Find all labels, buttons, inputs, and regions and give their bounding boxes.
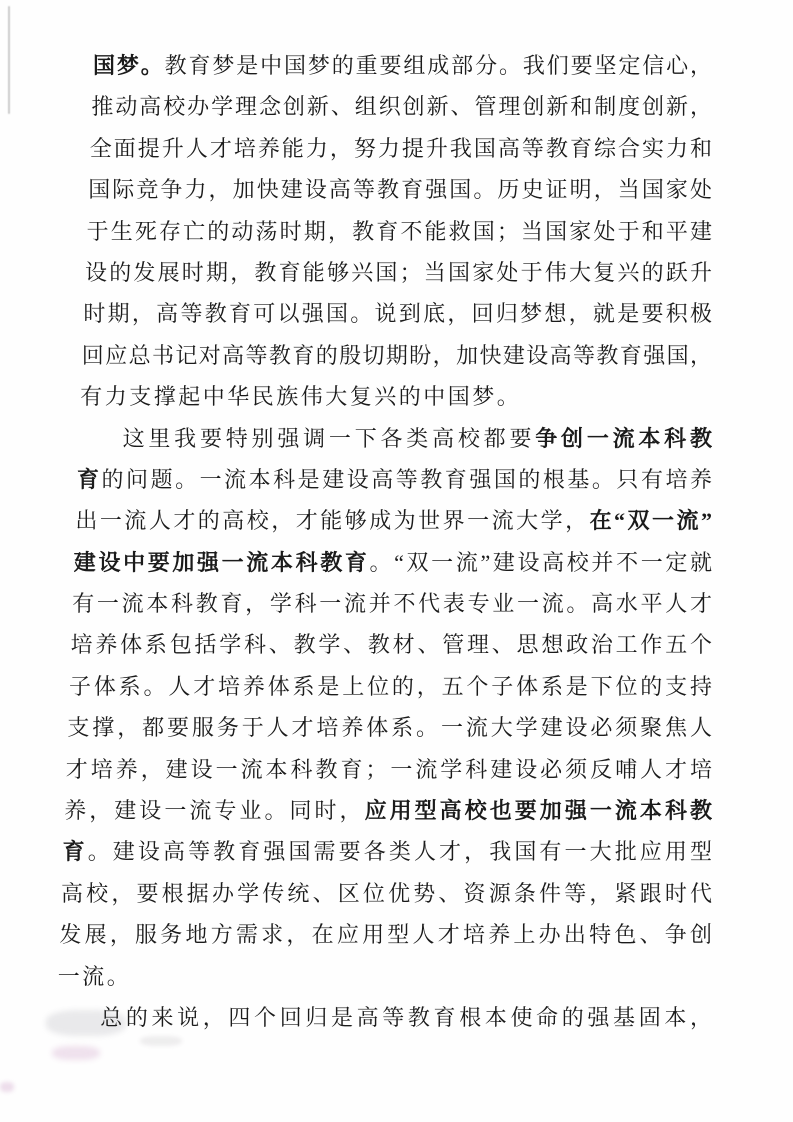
text-line	[71, 624, 712, 665]
text-run: 这里我要特别强调一下各类高校都要	[122, 425, 536, 451]
text-run: 总的来说，四个回归是高等教育根本使命的强基固本，	[100, 1004, 712, 1030]
text-run: 支撑，都要服务于人才培养体系。一流大学建设必须聚焦人	[67, 715, 712, 741]
scan-edge-line-artifact	[8, 6, 10, 114]
document-text-body	[56, 45, 712, 1038]
text-line	[67, 707, 712, 748]
text-run: 高校，要根据办学传统、区位优势、资源条件等，紧跟时代	[61, 880, 712, 906]
text-line	[93, 45, 712, 86]
text-run: 推动高校办学理念创新、组织创新、管理创新和制度创新，	[91, 94, 712, 120]
text-line	[87, 211, 712, 252]
pink-scan-smudge	[0, 1082, 14, 1092]
bold-text-run: 争创一流本科教	[535, 425, 712, 451]
text-run: 有一流本科教育，学科一流并不代表专业一流。高水平人才	[72, 591, 712, 617]
text-line	[72, 583, 712, 624]
text-run: 有力支撑起中华民族伟大复兴的中国梦。	[80, 384, 522, 410]
text-line	[83, 293, 712, 334]
text-run: 才培养，建设一流本科教育；一流学科建设必须反哺人才培	[65, 756, 712, 782]
text-run: 国际竞争力，加快建设高等教育强国。历史证明，当国家处	[88, 177, 712, 203]
text-line	[85, 252, 712, 293]
text-run: 全面提升人才培养能力，努力提升我国高等教育综合实力和	[89, 135, 712, 161]
text-line	[66, 749, 712, 790]
text-run: 。“双一流”建设高校并不一定就	[369, 549, 712, 575]
text-line	[63, 831, 712, 872]
text-run: 发展，服务地方需求，在应用型人才培养上办出特色、争创	[59, 922, 712, 948]
text-line	[64, 790, 712, 831]
text-line	[69, 666, 712, 707]
text-line	[80, 376, 712, 417]
text-run: 。建设高等教育强国需要各类人才，我国有一大批应用型	[87, 839, 712, 865]
text-run: 于生死存亡的动荡时期，教育不能救国；当国家处于和平建	[86, 218, 712, 244]
text-run: 子体系。人才培养体系是上位的，五个子体系是下位的支持	[69, 673, 712, 699]
text-run: 的问题。一流本科是建设高等教育强国的根基。只有培养	[101, 466, 712, 492]
text-line	[59, 914, 712, 955]
text-line	[77, 459, 712, 500]
text-line	[90, 128, 712, 169]
text-line	[91, 86, 712, 127]
bold-text-run: 育	[77, 466, 102, 492]
text-line	[56, 997, 712, 1038]
bold-text-run: 国梦。	[93, 53, 165, 78]
text-run: 一流。	[57, 963, 132, 989]
bold-text-run: 育	[62, 839, 88, 865]
text-line	[79, 418, 712, 459]
text-run: 时期，高等教育可以强国。说到底，回归梦想，就是要积极	[83, 301, 712, 327]
pink-scan-smudge	[52, 1046, 100, 1060]
text-line	[74, 542, 712, 583]
bold-text-run: 在“双一流”	[589, 508, 712, 534]
text-line	[88, 169, 712, 210]
bold-text-run: 应用型高校也要加强一流本科教	[364, 798, 712, 824]
text-line	[82, 335, 712, 376]
text-run: 教育梦是中国梦的重要组成部分。我们要坚定信心，	[164, 53, 712, 78]
text-run: 回应总书记对高等教育的殷切期盼，加快建设高等教育强国，	[81, 342, 712, 368]
text-run: 培养体系包括学科、教学、教材、管理、思想政治工作五个	[70, 632, 712, 658]
text-run: 养，建设一流专业。同时，	[64, 798, 365, 824]
bold-text-run: 建设中要加强一流本科教育	[73, 549, 370, 575]
text-line	[75, 500, 712, 541]
text-run: 出一流人才的高校，才能够成为世界一流大学，	[75, 508, 590, 534]
text-line	[58, 956, 712, 997]
text-run: 设的发展时期，教育能够兴国；当国家处于伟大复兴的跃升	[85, 259, 712, 285]
text-line	[61, 873, 712, 914]
